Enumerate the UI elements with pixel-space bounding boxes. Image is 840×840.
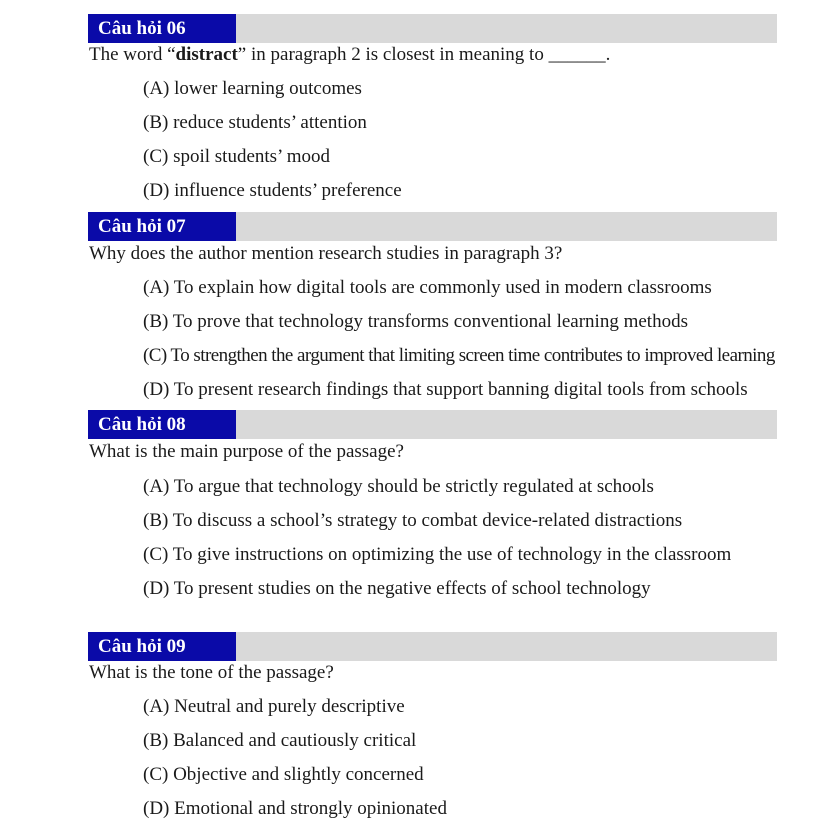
- option-06-b[interactable]: (B) reduce students’ attention: [143, 112, 367, 133]
- question-stem-06: The word “distract” in paragraph 2 is closest in meaning to ______.: [89, 44, 611, 65]
- option-09-a[interactable]: (A) Neutral and purely descriptive: [143, 696, 405, 717]
- option-07-d[interactable]: (D) To present research findings that support banning digital tools from schools: [143, 379, 748, 400]
- option-06-a[interactable]: (A) lower learning outcomes: [143, 78, 362, 99]
- option-06-d[interactable]: (D) influence students’ preference: [143, 180, 402, 201]
- option-07-c[interactable]: (C) To strengthen the argument that limiting screen time contributes to improved learning: [143, 345, 775, 366]
- question-header-08: [88, 410, 777, 439]
- option-08-a[interactable]: (A) To argue that technology should be strictly regulated at schools: [143, 476, 654, 497]
- question-header-09: [88, 632, 777, 661]
- option-09-d[interactable]: (D) Emotional and strongly opinionated: [143, 798, 447, 819]
- question-stem-08: What is the main purpose of the passage?: [89, 441, 404, 462]
- option-08-b[interactable]: (B) To discuss a school’s strategy to combat device-related distractions: [143, 510, 683, 531]
- question-stem-07: Why does the author mention research studies in paragraph 3?: [89, 243, 563, 264]
- option-08-d[interactable]: (D) To present studies on the negative effects of school technology: [143, 578, 651, 599]
- option-06-c[interactable]: (C) spoil students’ mood: [143, 146, 331, 167]
- option-07-a[interactable]: (A) To explain how digital tools are commonly used in modern classrooms: [143, 277, 712, 298]
- option-09-b[interactable]: (B) Balanced and cautiously critical: [143, 730, 417, 751]
- question-number-08: Câu hỏi 08: [88, 410, 236, 439]
- option-09-c[interactable]: (C) Objective and slightly concerned: [143, 764, 424, 785]
- question-header-06: [88, 14, 777, 43]
- question-number-07: Câu hỏi 07: [88, 212, 236, 241]
- question-number-09: Câu hỏi 09: [88, 632, 236, 661]
- question-header-07: [88, 212, 777, 241]
- question-stem-09: What is the tone of the passage?: [89, 662, 334, 683]
- keyword-distract: distract: [175, 44, 238, 65]
- option-08-c[interactable]: (C) To give instructions on optimizing the use of technology in the classroom: [143, 544, 732, 565]
- question-number-06: Câu hỏi 06: [88, 14, 236, 43]
- option-07-b[interactable]: (B) To prove that technology transforms conventional learning methods: [143, 311, 688, 332]
